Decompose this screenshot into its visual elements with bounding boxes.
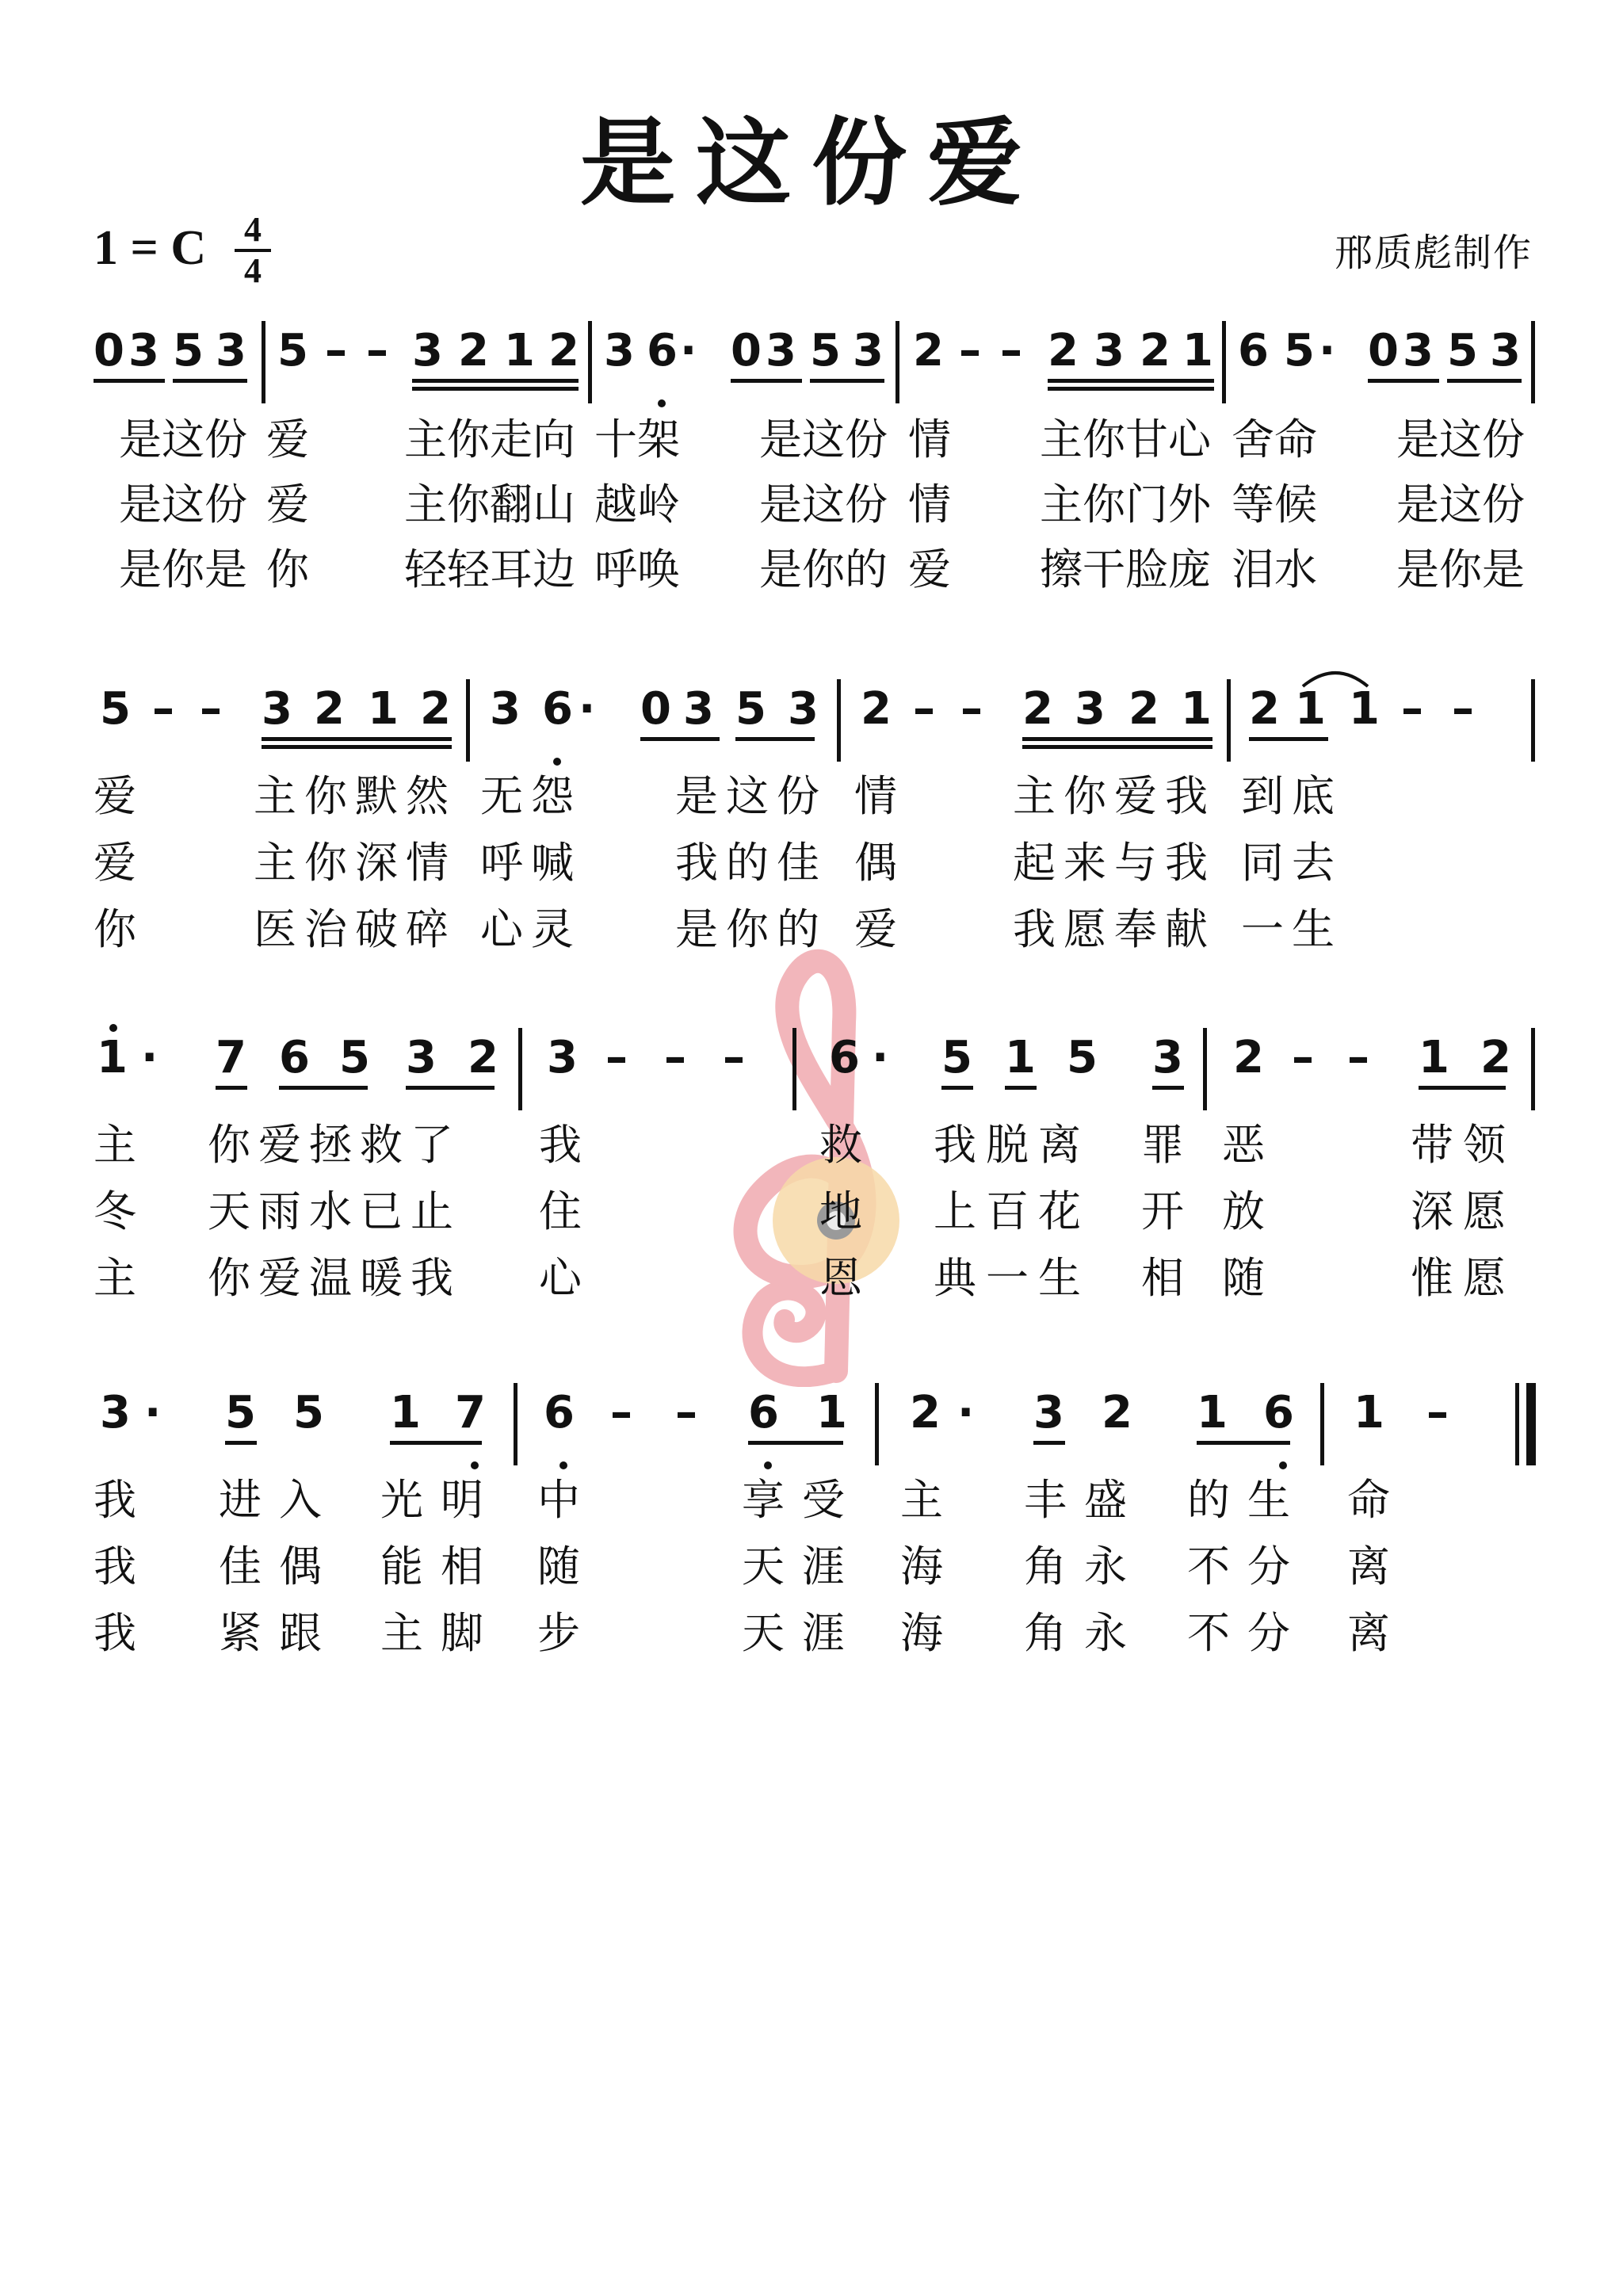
lyric: 惟愿 [1411, 1253, 1515, 1303]
note: 6 [544, 1387, 575, 1438]
high-octave-dot [109, 1024, 117, 1032]
lyric: 角永 [1024, 1541, 1144, 1591]
bar-line [896, 321, 899, 403]
note: 0 [731, 325, 762, 376]
lyric: 十架 [594, 415, 680, 464]
note: 3 [1075, 683, 1106, 735]
note: 1 [1197, 1387, 1228, 1438]
note: 2 [910, 1387, 941, 1438]
note: 2 [913, 325, 944, 376]
note: 3 [490, 683, 521, 735]
bar-line [1203, 1028, 1207, 1110]
lyric: 你 [266, 544, 309, 594]
beam [1249, 737, 1328, 741]
note: 2 [1022, 683, 1053, 735]
note: 3 [128, 325, 159, 376]
lyric: 一生 [1241, 904, 1342, 954]
bar-line [837, 679, 841, 762]
note: 1 [1005, 1032, 1036, 1083]
lyric: 光明 [380, 1475, 501, 1525]
time-signature-top: 4 [244, 210, 262, 249]
note: 3 [1403, 325, 1434, 376]
lyric: 住 [539, 1186, 582, 1236]
bar-line [1531, 679, 1535, 762]
dot: · [579, 683, 596, 735]
lyric: 爱 [908, 544, 951, 594]
lyric: 心灵 [480, 904, 582, 954]
note: 3 [1490, 325, 1521, 376]
note: 2 [1480, 1032, 1511, 1083]
lyric: 的生 [1187, 1475, 1308, 1525]
beam [1022, 737, 1212, 741]
lyric: 海 [900, 1541, 943, 1591]
note: 0 [1368, 325, 1399, 376]
note: 2 [420, 683, 451, 735]
lyric: 爱 [266, 479, 309, 529]
lyric: 主脚 [380, 1608, 501, 1658]
note: 2 [1249, 683, 1280, 735]
arranger-credit: 邢质彪制作 [1334, 231, 1533, 275]
note: 1 [390, 1387, 421, 1438]
lyric: 不分 [1187, 1608, 1308, 1658]
lyric: 泪水 [1232, 544, 1317, 594]
note: 3 [100, 1387, 131, 1438]
beam [735, 737, 815, 741]
lyric: 起来与我 [1013, 838, 1216, 888]
lyric: 是你是 [119, 544, 247, 594]
beam [1368, 379, 1439, 383]
beam [406, 1086, 495, 1090]
beam [1419, 1086, 1506, 1090]
note: 3 [216, 325, 246, 376]
lyric: 爱 [94, 771, 136, 821]
lyric: 情 [908, 415, 951, 464]
lyric: 主你翻山 [404, 479, 575, 529]
note: 6 [1238, 325, 1269, 376]
lyric: 放 [1222, 1186, 1265, 1236]
lyric: 你 [94, 904, 136, 954]
lyric: 是这份 [119, 415, 247, 464]
dot: · [144, 1387, 162, 1438]
beam [1152, 1086, 1184, 1090]
bar-line [262, 321, 265, 403]
lyric: 天涯 [742, 1541, 862, 1591]
beam [748, 1441, 843, 1445]
note: 3 [1094, 325, 1125, 376]
note: 2 [458, 325, 489, 376]
note: 6 [1263, 1387, 1294, 1438]
lyric: 不分 [1187, 1541, 1308, 1591]
beam [225, 1441, 257, 1445]
dot: · [957, 1387, 975, 1438]
lyric: 随 [537, 1541, 580, 1591]
note: 6 [748, 1387, 779, 1438]
lyric: 是你的 [675, 904, 827, 954]
note: 1 [1419, 1032, 1449, 1083]
dot: · [872, 1032, 889, 1083]
note: 3 [604, 325, 635, 376]
note: 1 [1181, 683, 1212, 735]
key-signature: 1 = C [94, 221, 207, 275]
lyric: 离 [1347, 1541, 1390, 1591]
dot: · [141, 1032, 158, 1083]
note: 0 [94, 325, 124, 376]
lyric: 带领 [1411, 1120, 1515, 1170]
time-signature-bottom: 4 [244, 251, 262, 290]
lyric: 爱 [266, 415, 309, 464]
note: 6 [829, 1032, 860, 1083]
dash: – [610, 1387, 632, 1438]
note: 0 [640, 683, 671, 735]
lyric: 地 [819, 1186, 862, 1236]
note: 1 [1354, 1387, 1384, 1438]
dash: – [366, 325, 388, 376]
lyric: 是这份 [759, 479, 888, 529]
note: 5 [1067, 1032, 1098, 1083]
lyric: 步 [537, 1608, 580, 1658]
dash: – [1426, 1387, 1449, 1438]
note: 1 [504, 325, 535, 376]
lyric: 天涯 [742, 1608, 862, 1658]
note: 5 [293, 1387, 324, 1438]
beam [1005, 1086, 1037, 1090]
lyric: 主 [94, 1120, 136, 1170]
note: 5 [1284, 325, 1315, 376]
note: 3 [766, 325, 796, 376]
beam [1197, 1441, 1290, 1445]
lyric: 随 [1222, 1253, 1265, 1303]
note: 2 [1102, 1387, 1132, 1438]
lyric: 偶 [854, 838, 897, 888]
bar-line [518, 1028, 522, 1110]
note: 2 [1233, 1032, 1264, 1083]
lyric: 等候 [1232, 479, 1317, 529]
lyric: 是这份 [1396, 415, 1525, 464]
beam [262, 745, 452, 749]
lyric: 爱 [854, 904, 897, 954]
lyric: 是这份 [119, 479, 247, 529]
lyric: 是这份 [759, 415, 888, 464]
note: 1 [1182, 325, 1213, 376]
lyric: 主你走向 [404, 415, 575, 464]
note: 7 [455, 1387, 486, 1438]
lyric: 冬 [94, 1186, 136, 1236]
lyric: 罪 [1141, 1120, 1184, 1170]
lyric: 恩 [819, 1253, 862, 1303]
lyric: 是这份 [675, 771, 827, 821]
beam [279, 1086, 368, 1090]
lyric: 同去 [1241, 838, 1342, 888]
note: 3 [406, 1032, 437, 1083]
lyric: 我 [94, 1541, 136, 1591]
lyric: 轻轻耳边 [404, 544, 575, 594]
lyric: 我 [94, 1608, 136, 1658]
note: 3 [262, 683, 292, 735]
note: 1 [1349, 683, 1380, 735]
bar-line [514, 1383, 517, 1465]
lyric: 呼唤 [594, 544, 680, 594]
beam [412, 387, 579, 391]
note: 3 [1033, 1387, 1064, 1438]
note: 6 [647, 325, 678, 376]
lyric: 命 [1347, 1475, 1390, 1525]
lyric: 我 [94, 1475, 136, 1525]
lyric: 紧跟 [219, 1608, 339, 1658]
beam [216, 1086, 247, 1090]
beam [1022, 745, 1212, 749]
lyric: 开 [1141, 1186, 1184, 1236]
lyric: 是这份 [1396, 479, 1525, 529]
lyric: 海 [900, 1608, 943, 1658]
lyric: 擦干脸庞 [1040, 544, 1211, 594]
beam [412, 379, 579, 383]
lyric: 你爱拯救了 [208, 1120, 461, 1170]
lyric: 我脱离 [934, 1120, 1090, 1170]
lyric: 越岭 [594, 479, 680, 529]
lyric: 恶 [1222, 1120, 1265, 1170]
beam [640, 737, 720, 741]
note: 5 [100, 683, 131, 735]
lyric: 我 [539, 1120, 582, 1170]
note: 5 [735, 683, 766, 735]
note: 2 [548, 325, 579, 376]
note: 2 [1140, 325, 1170, 376]
beam [941, 1086, 973, 1090]
final-bar-line-thick [1526, 1383, 1536, 1465]
lyric: 医治破碎 [254, 904, 456, 954]
lyric: 到底 [1241, 771, 1342, 821]
bar-line [1320, 1383, 1324, 1465]
beam [1033, 1441, 1065, 1445]
note: 3 [853, 325, 884, 376]
treble-clef-watermark-icon [717, 927, 907, 1387]
bar-line [875, 1383, 879, 1465]
lyric: 相 [1141, 1253, 1184, 1303]
lyric: 离 [1347, 1608, 1390, 1658]
bar-line [466, 679, 470, 762]
dash: – [200, 683, 222, 735]
beam [1447, 379, 1522, 383]
beam [731, 379, 802, 383]
lyric: 我愿奉献 [1013, 904, 1216, 954]
beam [1048, 387, 1214, 391]
note: 2 [861, 683, 892, 735]
lyric: 主你深情 [254, 838, 456, 888]
dash: – [675, 1387, 697, 1438]
lyric: 主你甘心 [1040, 415, 1211, 464]
dash: – [664, 1032, 686, 1083]
dash: – [1401, 683, 1423, 735]
beam [810, 379, 884, 383]
lyric: 典一生 [934, 1253, 1090, 1303]
dash: – [325, 325, 347, 376]
beam [94, 379, 165, 383]
lyric: 呼喊 [480, 838, 582, 888]
bar-line [1227, 679, 1231, 762]
lyric: 天雨水已止 [208, 1186, 461, 1236]
bar-line [588, 321, 592, 403]
note: 6 [542, 683, 573, 735]
note: 5 [339, 1032, 370, 1083]
note: 1 [97, 1032, 128, 1083]
lyric: 深愿 [1411, 1186, 1515, 1236]
note: 5 [173, 325, 204, 376]
dash: – [913, 683, 935, 735]
lyric: 角永 [1024, 1608, 1144, 1658]
lyric: 爱 [94, 838, 136, 888]
note: 5 [225, 1387, 256, 1438]
lyric: 能相 [380, 1541, 501, 1591]
dash: – [605, 1032, 628, 1083]
note: 6 [279, 1032, 310, 1083]
note: 3 [683, 683, 714, 735]
note: 2 [1128, 683, 1159, 735]
note: 2 [1048, 325, 1079, 376]
lyric: 中 [537, 1475, 580, 1525]
note: 3 [788, 683, 819, 735]
lyric: 丰盛 [1024, 1475, 1144, 1525]
final-bar-line-thin [1515, 1383, 1519, 1465]
note: 2 [314, 683, 345, 735]
note: 5 [810, 325, 841, 376]
dash: – [959, 325, 981, 376]
bar-line [1222, 321, 1226, 403]
lyric: 舍命 [1232, 415, 1317, 464]
bar-line [792, 1028, 796, 1110]
note: 5 [1447, 325, 1478, 376]
lyric: 心 [539, 1253, 582, 1303]
beam [390, 1441, 482, 1445]
dot: · [680, 325, 697, 376]
lyric: 救 [819, 1120, 862, 1170]
dash: – [960, 683, 983, 735]
lyric: 无怨 [480, 771, 582, 821]
note: 3 [1152, 1032, 1183, 1083]
note: 2 [468, 1032, 498, 1083]
lyric: 上百花 [934, 1186, 1090, 1236]
dash: – [1452, 683, 1474, 735]
dot: · [1319, 325, 1336, 376]
bar-line [1531, 1028, 1535, 1110]
note: 7 [216, 1032, 246, 1083]
beam [173, 379, 247, 383]
time-signature [235, 212, 271, 288]
song-title: 是这份爱 [580, 107, 1043, 219]
beam [262, 737, 452, 741]
note: 5 [277, 325, 308, 376]
lyric: 我的佳 [675, 838, 827, 888]
lyric: 佳偶 [219, 1541, 339, 1591]
lyric: 主你爱我 [1013, 771, 1216, 821]
dash: – [152, 683, 174, 735]
lyric: 情 [854, 771, 897, 821]
lyric: 享受 [742, 1475, 862, 1525]
lyric: 主 [900, 1475, 943, 1525]
lyric: 是你的 [759, 544, 888, 594]
lyric: 情 [908, 479, 951, 529]
note: 3 [412, 325, 443, 376]
lyric: 进入 [219, 1475, 339, 1525]
slur-tie [1300, 666, 1371, 690]
dash: – [1000, 325, 1022, 376]
dash: – [1347, 1032, 1369, 1083]
note: 1 [1295, 683, 1326, 735]
note: 1 [816, 1387, 847, 1438]
note: 3 [547, 1032, 578, 1083]
lyric: 你爱温暖我 [208, 1253, 461, 1303]
dash: – [1292, 1032, 1314, 1083]
dash: – [723, 1032, 745, 1083]
lyric: 主你默然 [254, 771, 456, 821]
note: 5 [941, 1032, 972, 1083]
lyric: 是你是 [1396, 544, 1525, 594]
lyric: 主 [94, 1253, 136, 1303]
note: 1 [368, 683, 399, 735]
lyric: 主你门外 [1040, 479, 1211, 529]
beam [1048, 379, 1214, 383]
bar-line [1531, 321, 1535, 403]
